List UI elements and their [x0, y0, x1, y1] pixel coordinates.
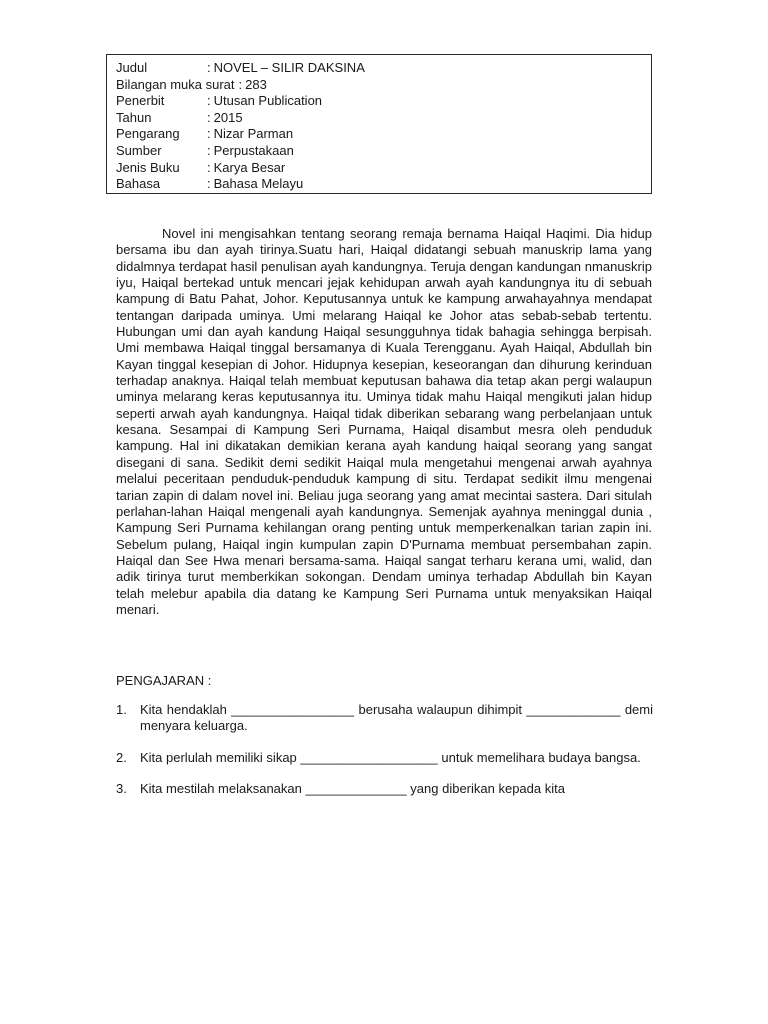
- info-separator: :: [207, 142, 211, 158]
- info-value: Bahasa Melayu: [213, 176, 304, 192]
- lesson-text: Kita mestilah melaksanakan ______________ yang diberikan kepada kita: [140, 780, 565, 796]
- list-item: [116, 750, 653, 766]
- info-label: Bilangan muka surat: [116, 76, 235, 92]
- info-row-page-count: [116, 77, 651, 94]
- info-row-book-type: [116, 160, 651, 177]
- info-value: 283: [245, 76, 267, 92]
- info-value: NOVEL – SILIR DAKSINA: [213, 60, 365, 75]
- info-label: Pengarang: [116, 126, 180, 142]
- info-label: Judul: [116, 60, 148, 75]
- list-item: [116, 781, 653, 797]
- info-value: 2015: [213, 109, 243, 125]
- info-label: Jenis Buku: [116, 159, 180, 175]
- lesson-text: Kita perlulah memiliki sikap ___________________ untuk memelihara budaya bangsa.: [140, 749, 641, 765]
- lesson-number: 2.: [116, 749, 127, 765]
- info-separator: :: [207, 93, 211, 109]
- lessons-heading: PENGAJARAN :: [116, 673, 212, 688]
- info-value: Utusan Publication: [213, 93, 323, 109]
- lesson-text: Kita hendaklah _________________ berusaha walaupun dihimpit _____________ demi menyara keluarga.: [140, 702, 653, 734]
- info-row-language: [116, 176, 651, 193]
- book-info-box: [106, 54, 652, 194]
- info-separator: :: [238, 76, 243, 92]
- lesson-number: 3.: [116, 780, 127, 796]
- info-row-year: [116, 110, 651, 127]
- info-value: Nizar Parman: [213, 126, 294, 142]
- info-separator: :: [207, 109, 211, 125]
- info-value: Perpustakaan: [213, 142, 294, 158]
- info-row-author: [116, 126, 651, 143]
- info-label: Tahun: [116, 109, 152, 125]
- info-label: Bahasa: [116, 176, 161, 192]
- info-separator: :: [207, 60, 211, 75]
- info-separator: :: [207, 126, 211, 142]
- summary-paragraph: Novel ini mengisahkan tentang seorang remaja bernama Haiqal Haqimi. Dia hidup bersama ibu dan ayah tirinya.Suatu hari, Haiqal didatangi sebuah manuskrip lama yang didalmnya terdapat hasil penulisan ayah kandungnya. Teruja dengan kandungan nmanuskrip iyu, Haiqal bertekad untuk mencari jejak kehidupan arwah ayah kandungnya itu di sebuah kampung di Batu Pahat, Johor. Keputusannya untuk ke kampung arwahayahnya mendapat tentangan daripada uminya. Umi melarang Haiqal ke Johor atas sebab-sebab tertentu. Hubungan umi dan ayah kandung Haiqal sesungguhnya tidak bahagia sehingga berpisah. Umi membawa Haiqal tinggal bersamanya di Kuala Terengganu. Ayah Haiqal, Abdullah bin Kayan tinggal kesepian di Johor. Hidupnya kesepian, keseorangan dan dihurung kerinduan terhadap anaknya. Haiqal telah membuat keputusan bahawa dia tetap akan pergi walaupun uminya melarang keras keputusannya itu. Uminya tidak mahu Haiqal mengikuti jalan hidup seperti arwah ayah kandungnya. Haiqal tidak diberikan sebarang wang perbelanjaan untuk kesana. Sesampai di Kampung Seri Purnama, Haiqal disambut mesra oleh penduduk kampung. Hal ini dikatakan demikian kerana ayah kandung haiqal seorang yang sangat disegani di sana. Sedikit demi sedikit Haiqal mula mengetahui mengenai arwah ayahnya melalui peceritaan penduduk-penduduk kampung di situ. Terdapat sedikit ilmu mengenai tarian zapin di dalam novel ini. Beliau juga seorang yang amat mecintai sastera. Dari situlah perlahan-lahan Haiqal mengenali ayah kandungnya. Semenjak ayahnya meninggal dunia , Kampung Seri Purnama kehilangan orang penting untuk memperkenalkan tarian zapin ini. Sebelum pulang, Haiqal ingin kumpulan zapin D'Purnama membuat persembahan zapin. Haiqal dan See Hwa menari bersama-sama. Haiqal sangat terharu kerana umi, walid, dan adik tirinya turut memberkikan sokongan. Dendam uminya terhadap Abdullah bin Kayan telah melebur apabila dia datang ke Kampung Seri Purnama untuk menyaksikan Haiqal menari.: [116, 226, 652, 617]
- lesson-list: [116, 702, 653, 812]
- info-separator: :: [207, 176, 211, 192]
- info-row-source: [116, 143, 651, 160]
- info-label: Sumber: [116, 142, 162, 158]
- info-separator: :: [207, 159, 211, 175]
- list-item: [116, 702, 653, 735]
- info-row-title: [116, 60, 651, 77]
- info-label: Penerbit: [116, 93, 165, 109]
- info-value: Karya Besar: [213, 159, 286, 175]
- info-row-publisher: [116, 93, 651, 110]
- lesson-number: 1.: [116, 702, 127, 717]
